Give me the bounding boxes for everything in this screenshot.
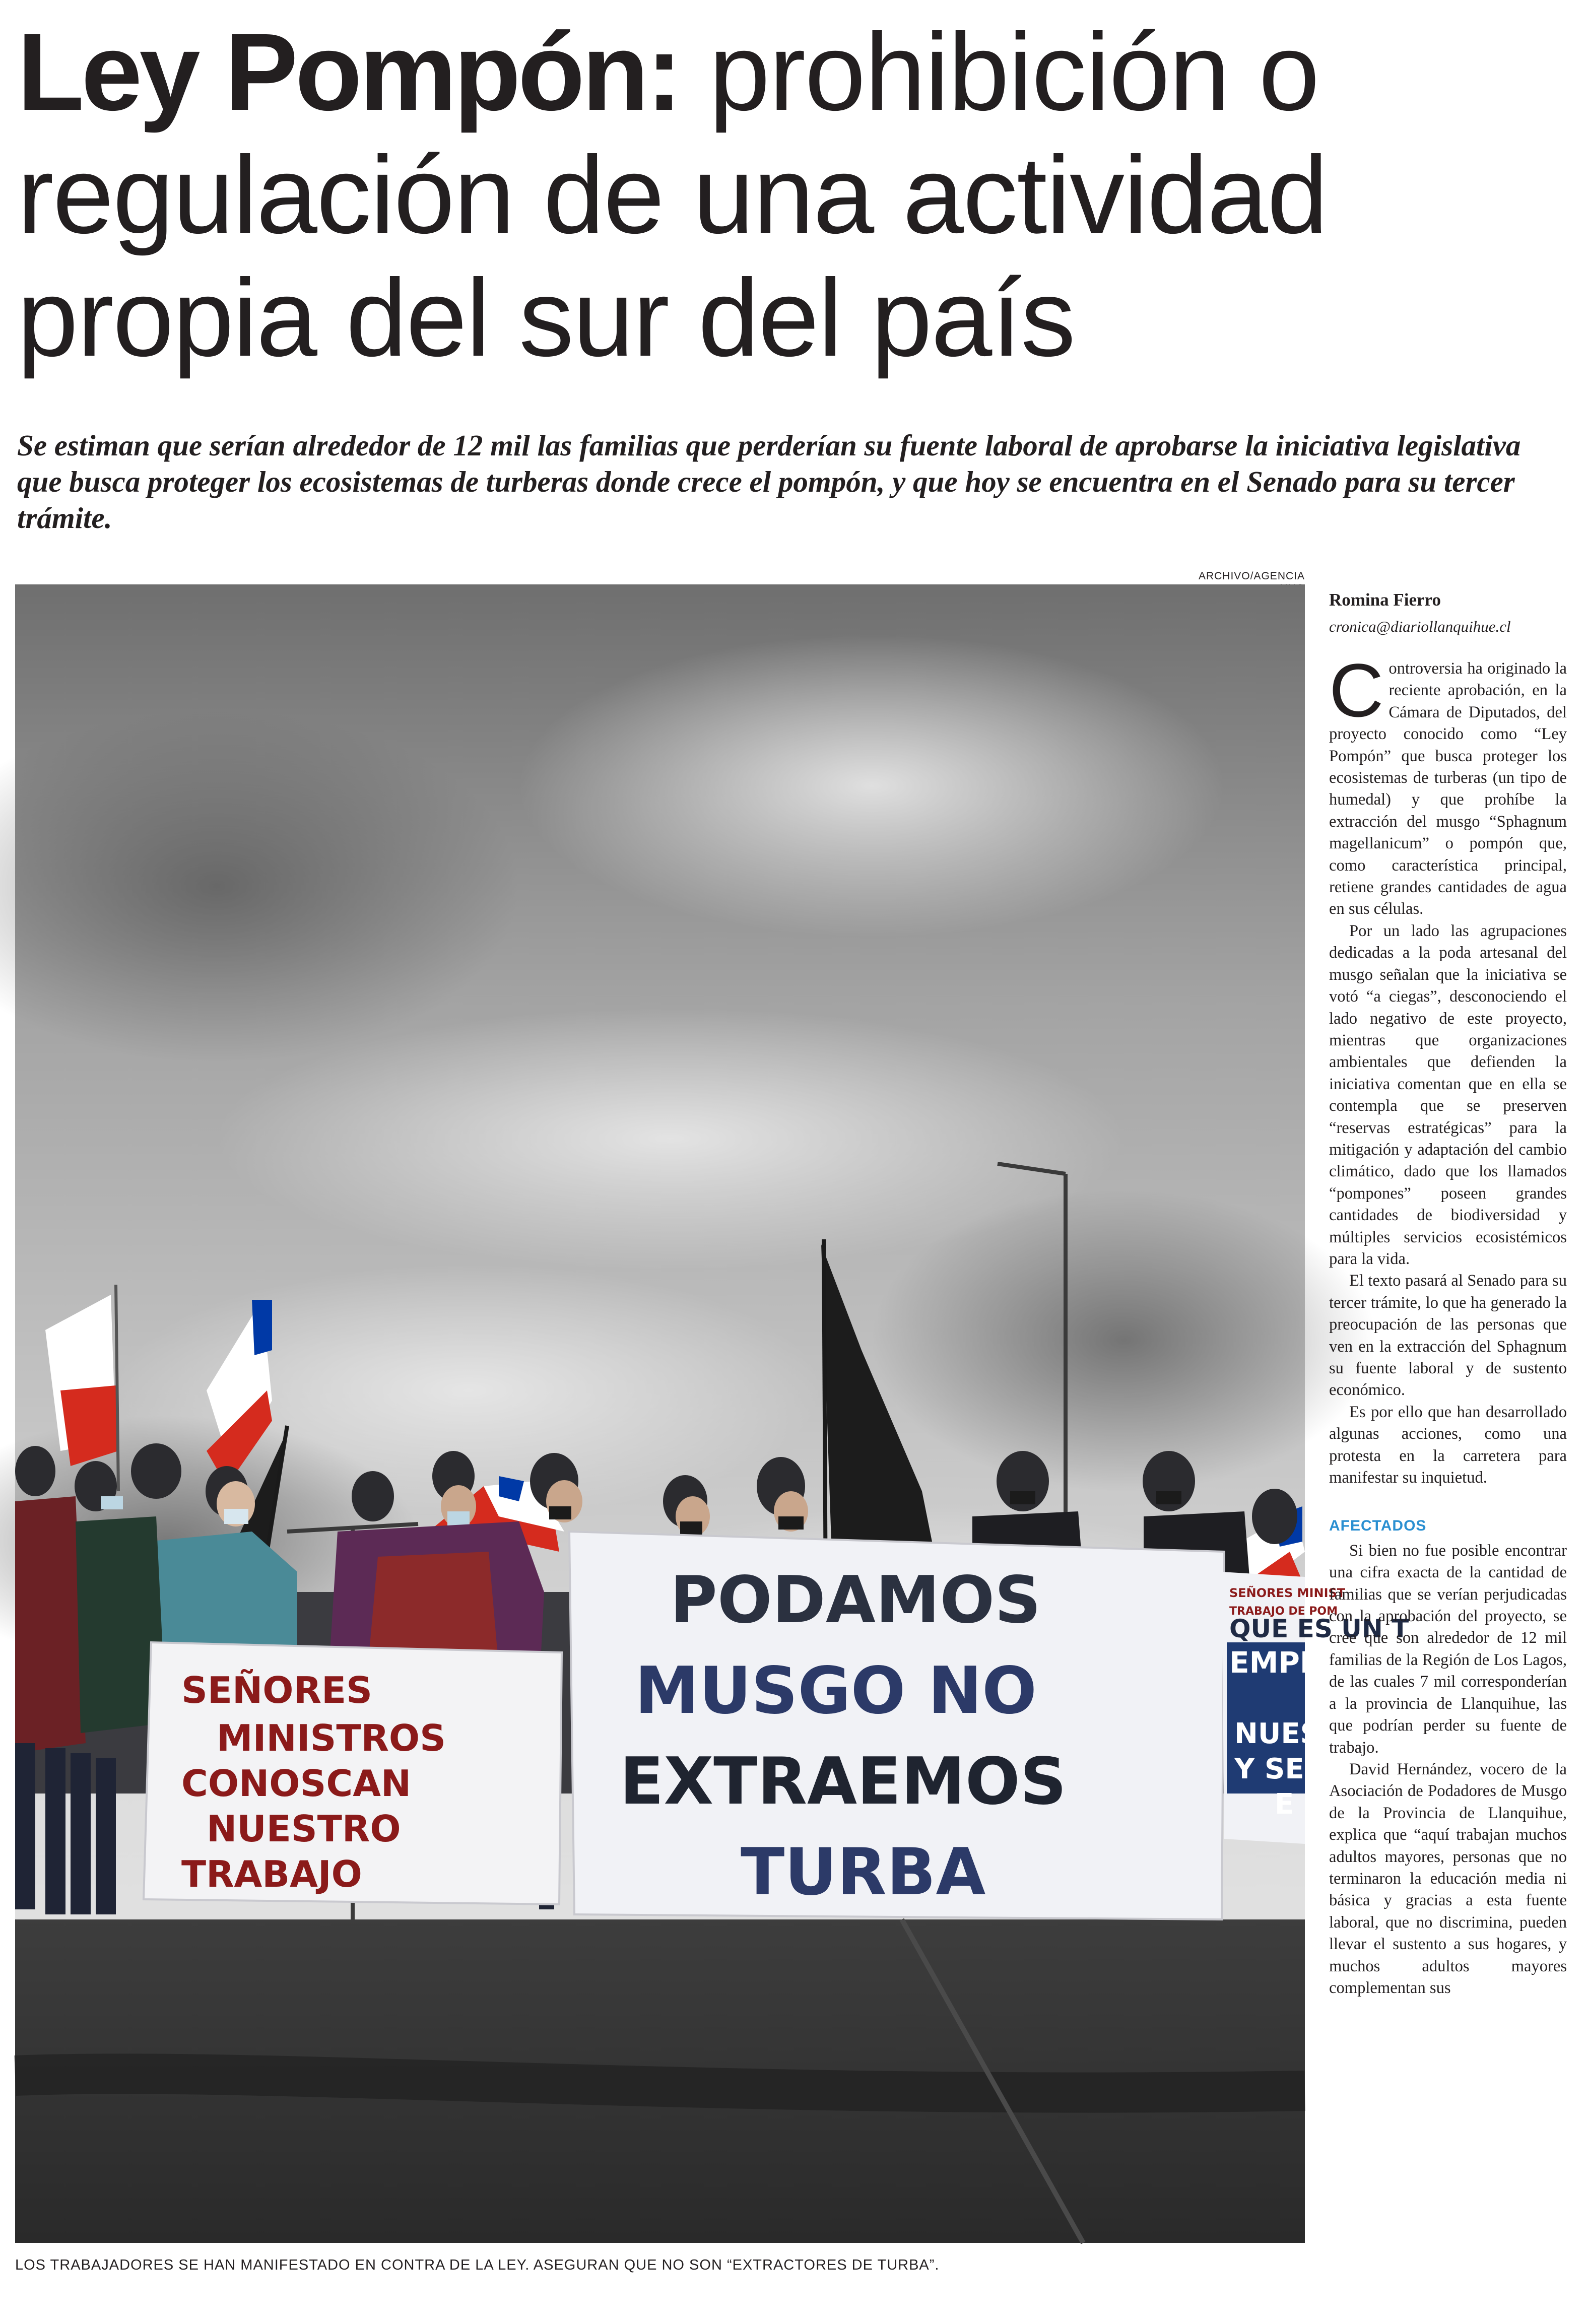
sign-right-line-6: Y SE [1234,1753,1304,1785]
sign-right-line-5: NUEST [1234,1717,1340,1750]
article-paragraph-1-text: ontroversia ha originado la reciente aprobación, en la Cámara de Diputados, del proyecto conocido como “Ley Pompón” que busca proteger los ecosistemas de turberas (un tipo de humedal) y que prohíbe la extracción del musgo “Sphagnum magellanicum” o pompón que, como característica principal, retiene grandes cantidades de agua en sus células. [1329,659,1567,918]
sign-left-line-4: NUESTRO [207,1808,401,1850]
sign-center-line-1: PODAMOS [670,1563,1041,1638]
headline-bold: Ley Pompón: [17,11,680,134]
sign-right-line-3: QUE ES UN T [1229,1614,1409,1643]
headline [17,11,1569,380]
sign-center-line-4: TURBA [741,1835,986,1910]
article-paragraph-5: Si bien no fue posible encontrar una cifra exacta de la cantidad de familias que se verían perjudicadas con la aprobación del proyecto, se cree que son alrededor de 12 mil familias de la Región de Los Lagos, de las cuales 7 mil corresponderían a la provincia de Llanquihue, las que podrían perder su fuente de trabajo. [1329,1541,1567,1757]
article-body [1329,648,1567,1999]
sign-right-line-2: TRABAJO DE POM [1229,1605,1338,1618]
sign-right-line-1: SEÑORES MINIST [1229,1586,1346,1600]
sign-left-line-5: TRABAJO [181,1853,362,1895]
sign-center-line-2: MUSGO NO [635,1653,1037,1729]
article-paragraph-1 [1329,648,1567,920]
headline-rest: prohibición o regulación de una actividad propia del sur del país [17,11,1328,379]
sign-center-line-3: EXTRAEMOS [620,1744,1067,1819]
photo-credit: ARCHIVO/AGENCIA [1198,570,1305,582]
byline [1329,588,1576,638]
photo-caption: LOS TRABAJADORES SE HAN MANIFESTADO EN CONTRA DE LA LEY. ASEGURAN QUE NO SON “EXTRACTORES DE TURBA”. [15,2257,940,2273]
sign-left-line-3: CONOSCAN [181,1762,412,1805]
deck: Se estiman que serían alrededor de 12 mil las familias que perderían su fuente laboral de aprobarse la iniciativa legislativa que busca proteger los ecosistemas de turberas donde crece el pompón, y que hoy se encuentra en el Senado para su tercer trámite. [17,429,1521,535]
article-paragraph-3: El texto pasará al Senado para su tercer trámite, lo que ha generado la preocupación de las personas que ven en la extracción del Sphagnum su fuente laboral y de sustento económico. [1329,1272,1567,1400]
article-paragraph-6: David Hernández, vocero de la Asociación de Podadores de Musgo de la Provincia de Llanquihue, explica que “aquí trabajan muchos adultos mayores, personas que no terminaron la educación media ni básica y gracias a esta fuente laboral, que no discrimina, pueden llevar el sustento a sus hogares, y muchos adultos mayores complementan sus [1329,1760,1567,1997]
article-paragraph-4: Es por ello que han desarrollado algunas acciones, como una protesta en la carretera para manifestar su inquietud. [1329,1403,1567,1487]
drop-cap: C [1329,648,1384,733]
sign-left-line-1: SEÑORES [181,1669,372,1711]
byline-email[interactable]: cronica@diariollanquihue.cl [1329,618,1511,635]
article-paragraph-2: Por un lado las agrupaciones dedicadas a la poda artesanal del musgo señalan que la iniciativa se votó “a ciegas”, desconociendo el lado negativo de este proyecto, mientras que organizaciones ambientales que defienden la iniciativa comentan que en ella se contempla que se preserven “reservas estratégicas” para la mitigación y adaptación del cambio climático, dado que los llamados “pompones” poseen grandes cantidades de biodiversidad y múltiples servicios ecosistémicos para la vida. [1329,921,1567,1268]
byline-author: Romina Fierro [1329,590,1441,610]
sign-left-line-2: MINISTROS [217,1717,446,1759]
sign-right-line-7: E [1275,1788,1294,1821]
sign-right-line-4: EMPRESA [1229,1645,1386,1680]
section-subhead: AFECTADOS [1329,1517,1427,1535]
